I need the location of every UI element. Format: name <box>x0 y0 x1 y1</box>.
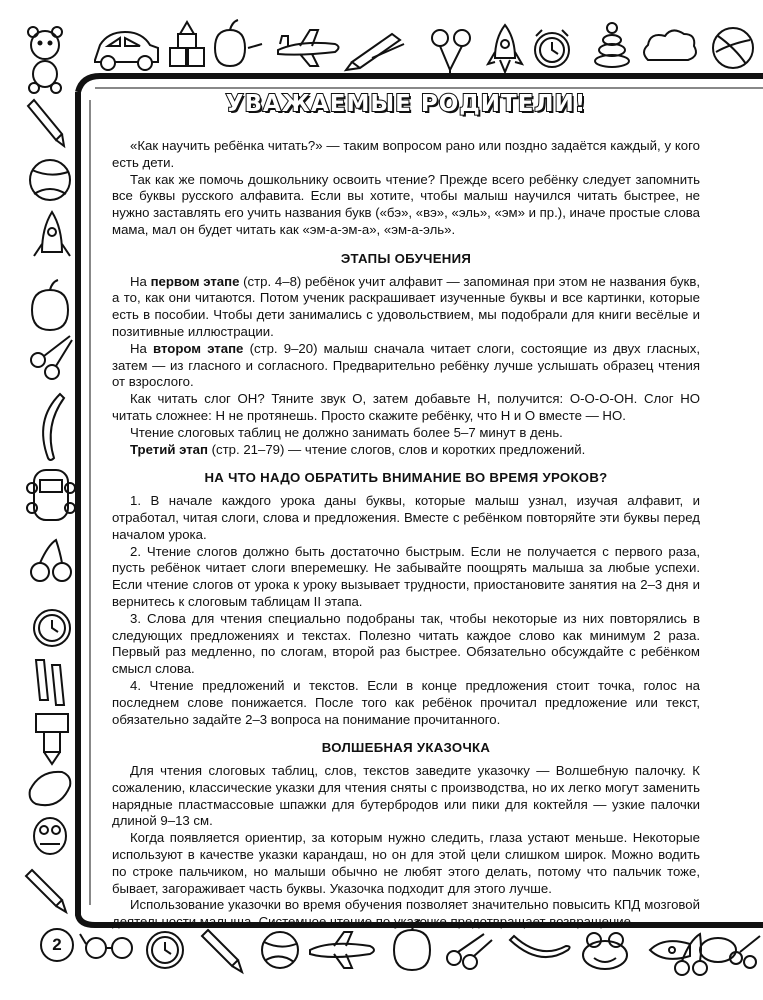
scissors-icon <box>730 936 760 968</box>
cloud-icon <box>644 30 696 60</box>
text-span: На <box>130 273 151 289</box>
apple-icon <box>32 280 68 330</box>
car-icon <box>95 32 158 70</box>
section-heading-stages: ЭТАПЫ ОБУЧЕНИЯ <box>340 250 472 266</box>
text-span: (стр. 4–8) ребёнок учит алфавит — запоминая при этом не названия букв, а то, как они читаются. Потом ученик раскрашивает изученные буквы и все картинки, которые есть в пособии. Чтобы дети занимались с удовольствием, мы подобрали для книги весёлые и позитивные иллюстрации. <box>112 273 700 339</box>
glasses-icon <box>80 934 132 958</box>
stage-paragraph <box>112 274 700 341</box>
alarm-clock-icon <box>147 932 183 968</box>
banana-icon <box>510 936 570 957</box>
page-title: УВАЖАЕМЫЕ РОДИТЕЛИ! <box>225 91 587 117</box>
text-span: На <box>130 340 154 356</box>
apple-icon <box>215 20 262 66</box>
cherries-icon <box>31 540 71 581</box>
alarm-clock-icon <box>34 610 70 646</box>
pointer-paragraph: Использование указочки во время обучения позволяет значительно повысить КПД мозговой деятельности малыша. Системное чтение по указочке предотвращает возвращение <box>112 897 700 930</box>
stage-paragraph: Чтение слоговых таблиц не должно занимать более 5–7 минут в день. <box>130 424 563 440</box>
bear-icon <box>28 27 62 93</box>
frog-icon <box>583 933 627 969</box>
airplane-icon <box>278 30 339 66</box>
list-item: 4. Чтение предложений и текстов. Если в конце предложения стоит точка, голос на последнем слове понижается. После того как ребёнок прочитал предложение или текст, обязательно задайте 2–3 вопроса на понимание прочитанного. <box>112 677 700 727</box>
section-heading-attention: НА ЧТО НАДО ОБРАТИТЬ ВНИМАНИЕ ВО ВРЕМЯ УРОКОВ? <box>204 470 608 486</box>
stage-two-label: втором этапе <box>153 340 244 356</box>
scissors-icon <box>447 934 492 969</box>
intro-paragraph: «Как научить ребёнка читать?» — таким вопросом рано или поздно задаётся каждый, у кого есть дети. <box>112 138 700 170</box>
main-content <box>112 91 700 931</box>
pyramid-toy-icon <box>595 23 629 67</box>
text-span: (стр. 21–79) — чтение слогов, слов и коротких предложений. <box>207 441 586 457</box>
stage-paragraph: Как читать слог ОН? Тяните звук О, затем добавьте Н, получится: О-О-О-ОН. Слог НО читать сложнее: Н не протянешь. Просто скажите ребёнку, что Н и О вместе — НО. <box>112 391 700 423</box>
stage-paragraph <box>112 442 700 459</box>
flowers-icon <box>432 30 470 74</box>
pencil-icon <box>28 100 64 146</box>
section-heading-pointer: ВОЛШЕБНАЯ УКАЗОЧКА <box>321 740 491 756</box>
rocket-icon <box>488 25 522 72</box>
list-item: 2. Чтение слогов должно быть достаточно быстрым. Если не получается с первого раза, пусть ребёнок читает слоги вперемешку. Не забывайте поощрять малыша за любые успехи. Если чтение слогов от урока к уроку вызывает трудности, приостановите занятия на 2–3 дня и вернитесь к слоговым таблицам II этапа. <box>112 543 700 609</box>
stage-one-label: первом этапе <box>150 273 240 289</box>
crayons-icon <box>36 660 64 705</box>
list-item: 1. В начале каждого урока даны буквы, которые малыш узнал, изучая алфавит, и отработал, читая слоги, слова и предложения. Вместе с ребёнком повторяйте эти буквы перед началом урока. <box>112 493 700 542</box>
blocks-icon <box>170 22 204 66</box>
list-item: 3. Слова для чтения специально подобраны так, чтобы некоторые из них повторялись в следующих предложениях и текстах. Полезно читать каждое слово как минимум 2 раза. Первый раз медленно, по слогам, второй раз быстрее. Обязательно обсуждайте с ребёнком смысл слова. <box>112 610 700 677</box>
ball-icon <box>30 160 70 200</box>
ball-icon <box>262 932 298 968</box>
pointer-paragraph: Для чтения слоговых таблиц, слов, текстов заведите указочку — Волшебную палочку. К сожалению, классические указки для чтения сняты с производства, но их легко могут заменить нарядные пластмассовые шпажки для бутербродов или пики для коктейля — узкие палочки длиной 9–13 см. <box>112 763 700 829</box>
banana-icon <box>43 394 64 460</box>
ball-icon <box>713 28 753 68</box>
car-icon <box>27 470 75 520</box>
page-title-wrap <box>112 91 700 124</box>
lemon-icon <box>30 772 71 805</box>
stage-paragraph <box>112 341 700 391</box>
intro-paragraph: Так как же помочь дошкольнику освоить чтение? Прежде всего ребёнку следует запомнить все буквы русского алфавита. Если вы хотите, чтобы малыш научился читать быстрее, не нужно заставлять его учить названия букв («бэ», «вэ», «эль», «эм» и пр.), иначе простые слова мама, мал он будет читать как «эм-а-эм-а», «эм-а-эль». <box>112 171 700 237</box>
pointer-paragraph: Когда появляется ориентир, за которым нужно следить, глаза устают меньше. Некоторые используют в качестве указки карандаш, но он для этой цели слишком широк. Можно водить по строке пальчиком, но малыши обычно не любят этого делать, потому что пальчик тоже, бывает, загораживает часть буквы. Указочка подходит для этого лучше. <box>112 830 700 896</box>
stage-three-label: Третий этап <box>130 441 208 457</box>
blocks-icon <box>36 714 68 764</box>
robot-icon <box>34 818 66 854</box>
crayons-icon <box>346 34 404 70</box>
pencil-icon <box>26 870 66 912</box>
rocket-icon <box>34 212 70 256</box>
page-number: 2 <box>40 928 74 962</box>
scissors-icon <box>31 336 72 379</box>
text-span: (стр. 9–20) малыш сначала читает слоги, состоящие из двух гласных, затем — из гласного и согласного. Предварительно ребёнку лучше услышать образец чтения от взрослого. <box>112 340 700 390</box>
alarm-clock-icon <box>535 30 569 67</box>
airplane-icon <box>310 932 374 968</box>
pencil-icon <box>202 930 242 972</box>
